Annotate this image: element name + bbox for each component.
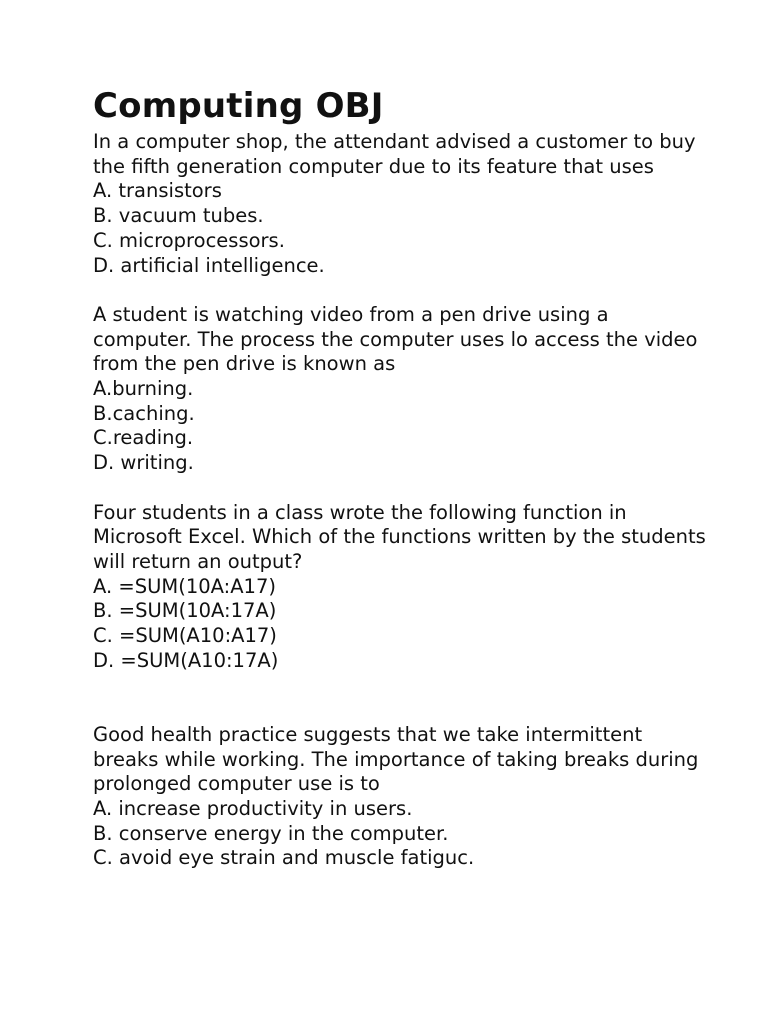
option-a: A.burning. — [93, 377, 194, 401]
question-1 — [93, 130, 713, 278]
option-b: B. conserve energy in the computer. — [93, 821, 449, 845]
option-d: D. =SUM(A10:17A) — [93, 648, 279, 672]
document-page — [93, 86, 713, 871]
option-c: C. microprocessors. — [93, 228, 285, 252]
option-c: C.reading. — [93, 426, 194, 450]
option-b: B. vacuum tubes. — [93, 204, 264, 228]
question-text: Four students in a class wrote the following function in Microsoft Excel. Which of the functions written by the students will return an output? — [93, 500, 706, 573]
option-a: A. increase productivity in users. — [93, 796, 413, 820]
spacer — [93, 673, 713, 722]
option-b: B. =SUM(10A:17A) — [93, 599, 277, 623]
option-b: B.caching. — [93, 401, 195, 425]
question-text: A student is watching video from a pen drive using a computer. The process the computer uses lo access the video from the pen drive is known as — [93, 302, 698, 376]
spacer — [93, 476, 713, 501]
question-2 — [93, 303, 713, 476]
question-4 — [93, 723, 713, 871]
option-c: C. avoid eye strain and muscle fatiguc. — [93, 846, 475, 870]
option-d: D. artificial intelligence. — [93, 253, 325, 277]
option-a: A. =SUM(10A:A17) — [93, 574, 276, 598]
option-c: C. =SUM(A10:A17) — [93, 624, 277, 648]
page-title: Computing OBJ — [93, 86, 384, 126]
option-a: A. transistors — [93, 179, 222, 203]
option-d: D. writing. — [93, 451, 194, 475]
question-text: Good health practice suggests that we take intermittent breaks while working. The importance of taking breaks during prolonged computer use is to — [93, 722, 699, 796]
question-3 — [93, 501, 713, 674]
question-text: In a computer shop, the attendant advised a customer to buy the fifth generation computer due to its feature that uses — [93, 130, 696, 178]
spacer — [93, 278, 713, 303]
